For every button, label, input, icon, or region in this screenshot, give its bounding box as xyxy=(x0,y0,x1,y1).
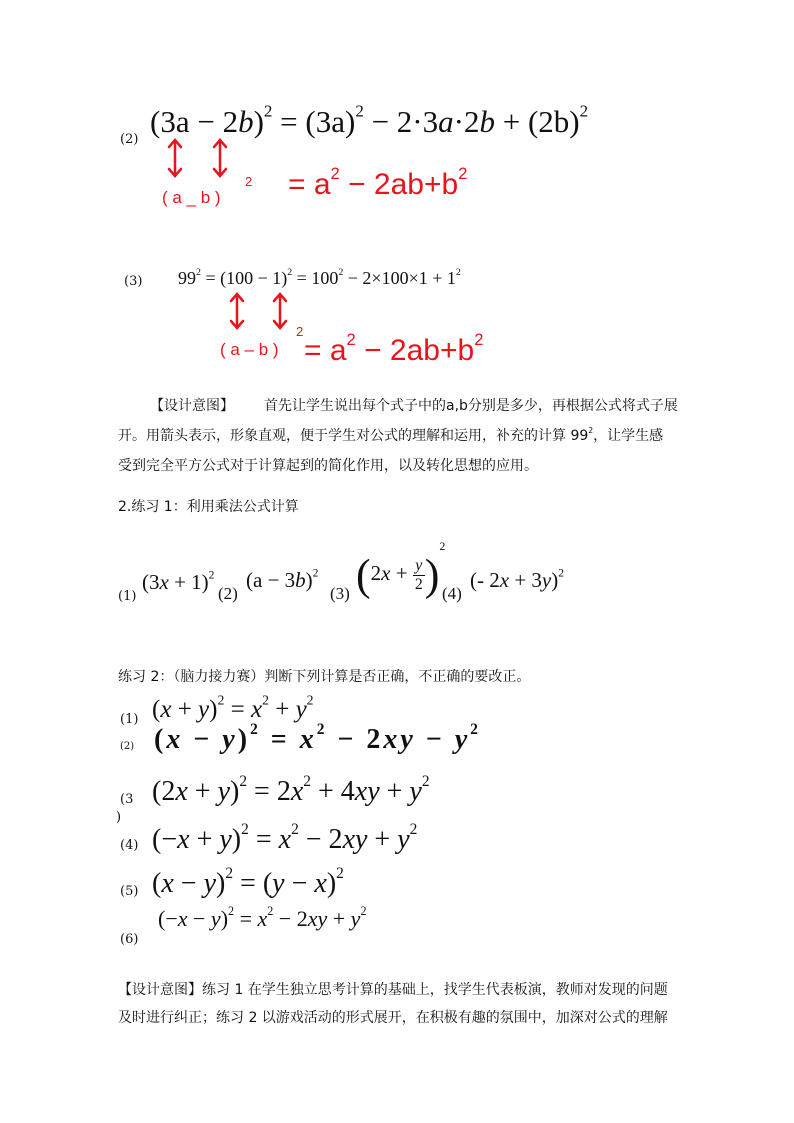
example3-template-exp: 2 xyxy=(296,324,304,339)
exercise1-item2-expr: $(a - 3b)^2$ xyxy=(246,567,319,592)
exercise2-item1-expr: $(x + y)^2 = x^2 + y^2$ xyxy=(152,692,314,723)
exercise2-item5-expr: $(x - y)^2 = (y - x)^2$ xyxy=(152,865,344,899)
exercise2-item6-label: (6) xyxy=(120,932,139,947)
example2-template-right: = $a^2 - 2ab+b^2$ xyxy=(288,165,468,201)
exercise2-item2-expr: $(x - y)^2 = x^2 - 2xy - y^2$ xyxy=(154,721,481,755)
exercise2-item4-label: (4) xyxy=(120,838,139,853)
exercise2-item6-expr: $(-x - y)^2 = x^2 - 2xy + y^2$ xyxy=(158,904,367,931)
exercise1-item3-expr: (2x + $\frac{y}{2}$ )$^2$ xyxy=(356,539,446,600)
example3-label: (3) xyxy=(124,274,143,289)
example3-arrows xyxy=(222,290,302,332)
exercise2-item2-label: (2) xyxy=(120,741,135,752)
exercise1-item1-label: (1) xyxy=(118,589,137,604)
exercise2-title: 练习 2：（脑力接力赛）判断下列计算是否正确，不正确的要改正。 xyxy=(118,669,531,685)
example2-template-left: ( a _ b ) xyxy=(162,188,221,207)
exercise2-item1-label: (1) xyxy=(120,712,139,727)
exercise2-item4-expr: $(-x + y)^2 = x^2 - 2xy + y^2$ xyxy=(152,821,418,855)
design-intent-line1: 首先让学生说出每个式子中的a,b分别是多少，再根据公式将式子展 xyxy=(264,398,678,414)
exercise2-item5-label: (5) xyxy=(120,884,139,899)
exercise1-item2-label: (2) xyxy=(218,584,238,603)
exercise1-item3-label: (3) xyxy=(330,584,350,603)
example3-template-right: = $a^2 - 2ab+b^2$ xyxy=(304,331,484,367)
example2-template-exp: 2 xyxy=(245,174,253,189)
example2-label: (2) xyxy=(120,132,139,147)
example2-arrows xyxy=(160,136,240,180)
exercise1-item4-label: (4) xyxy=(442,584,462,603)
exercise2-item3-expr: $(2x + y)^2 = 2x^2 + 4xy + y^2$ xyxy=(152,773,430,807)
design-intent-heading: 【设计意图】 xyxy=(150,398,234,414)
exercise1-title: 2.练习 1：利用乘法公式计算 xyxy=(118,499,299,515)
design-intent-line2: 开。用箭头表示，形象直观，便于学生对公式的理解和运用，补充的计算 $99^2$，让学生感 xyxy=(118,426,664,444)
design-intent2-line1: 【设计意图】练习 1 在学生独立思考计算的基础上，找学生代表板演，教师对发现的问题 xyxy=(118,982,668,998)
exercise1-item4-expr: (- 2x + 3y)$^2$ xyxy=(470,567,565,592)
design-intent-line3: 受到完全平方公式对于计算起到的简化作用，以及转化思想的应用。 xyxy=(118,458,538,474)
example2-formula: $(3a - 2b)^2 = (3a)^2 - 2\cdot 3a\cdot 2b + (2b)^2$ xyxy=(150,101,589,139)
exercise2-item3-label: (3 xyxy=(120,792,134,807)
example3-formula: $99^2 = (100 - 1)^2 = 100^2 - 2\times 100\times 1 + 1^2$ xyxy=(178,267,461,288)
design-intent2-line2: 及时进行纠正；练习 2 以游戏活动的形式展开，在积极有趣的氛围中，加深对公式的理解 xyxy=(118,1010,668,1026)
exercise2-stray-paren: ) xyxy=(116,810,122,825)
example3-template-left: ( a – b ) xyxy=(220,340,279,359)
exercise1-item1-expr: $(3x + 1)^2$ xyxy=(142,569,215,594)
